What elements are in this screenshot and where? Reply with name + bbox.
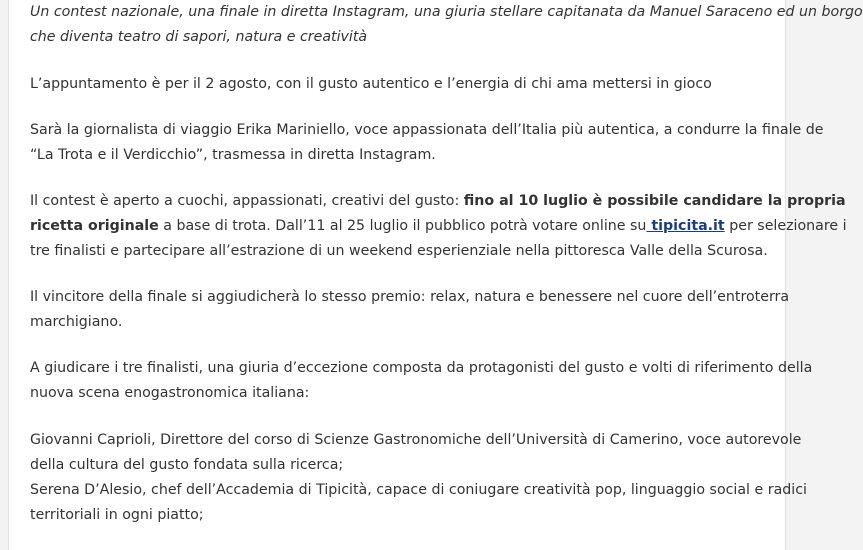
contest-deadline-bold: fino al 10 luglio è possibile candidare la propria (463, 193, 846, 209)
contest-text-3: per selezionare i (724, 218, 847, 234)
winner-paragraph (30, 285, 789, 335)
date-paragraph: L’appuntamento è per il 2 agosto, con il gusto autentico e l’energia di chi ama mettersi in gioco (30, 76, 712, 92)
tipicita-link[interactable]: tipicita.it (646, 218, 725, 234)
winner-line-2: marchigiano. (30, 314, 123, 330)
contest-paragraph (30, 189, 847, 264)
article-card (8, 0, 863, 550)
lead-line-1: Un contest nazionale, una finale in diretta Instagram, una giuria stellare capitanata da Manuel Saraceno ed un borgo (30, 4, 863, 20)
host-paragraph (30, 118, 823, 168)
contest-text-2: a base di trota. Dall’11 al 25 luglio il pubblico potrà votare online su (158, 218, 647, 234)
lead-line-2: che diventa teatro di sapori, natura e creatività (30, 29, 368, 45)
contest-line-3: tre finalisti e partecipare all’estrazione di un weekend esperienziale nella pittoresca Valle della Scurosa. (30, 243, 768, 259)
contest-recipe-bold: ricetta originale (30, 218, 159, 234)
jury-member-1-line-2: della cultura del gusto fondata sulla ricerca; (30, 457, 344, 473)
jury-member-2-line-1: Serena D’Alesio, chef dell’Accademia di Tipicità, capace di coniugare creatività pop, linguaggio social e radici (30, 482, 807, 498)
contest-line-1 (30, 189, 847, 214)
jury-paragraph (30, 356, 812, 406)
jury-member-2-line-2: territoriali in ogni piatto; (30, 507, 204, 523)
article-lead (30, 0, 863, 50)
jury-line-1: A giudicare i tre finalisti, una giuria d’eccezione composta da protagonisti del gusto e volti di riferimento della (30, 360, 813, 376)
contest-line-2 (30, 214, 847, 239)
winner-line-1: Il vincitore della finale si aggiudicherà lo stesso premio: relax, natura e benessere nel cuore dell’entroterra (30, 289, 790, 305)
jury-member-1-line-1: Giovanni Caprioli, Direttore del corso di Scienze Gastronomiche dell’Università di Camerino, voce autorevole (30, 432, 802, 448)
contest-text-1: Il contest è aperto a cuochi, appassionati, creativi del gusto: (30, 193, 464, 209)
jury-list (30, 428, 807, 528)
jury-line-2: nuova scena enogastronomica italiana: (30, 385, 310, 401)
host-line-2: “La Trota e il Verdicchio”, trasmessa in diretta Instagram. (30, 147, 436, 163)
host-line-1: Sarà la giornalista di viaggio Erika Mariniello, voce appassionata dell’Italia più autentica, a condurre la finale de (30, 122, 824, 138)
